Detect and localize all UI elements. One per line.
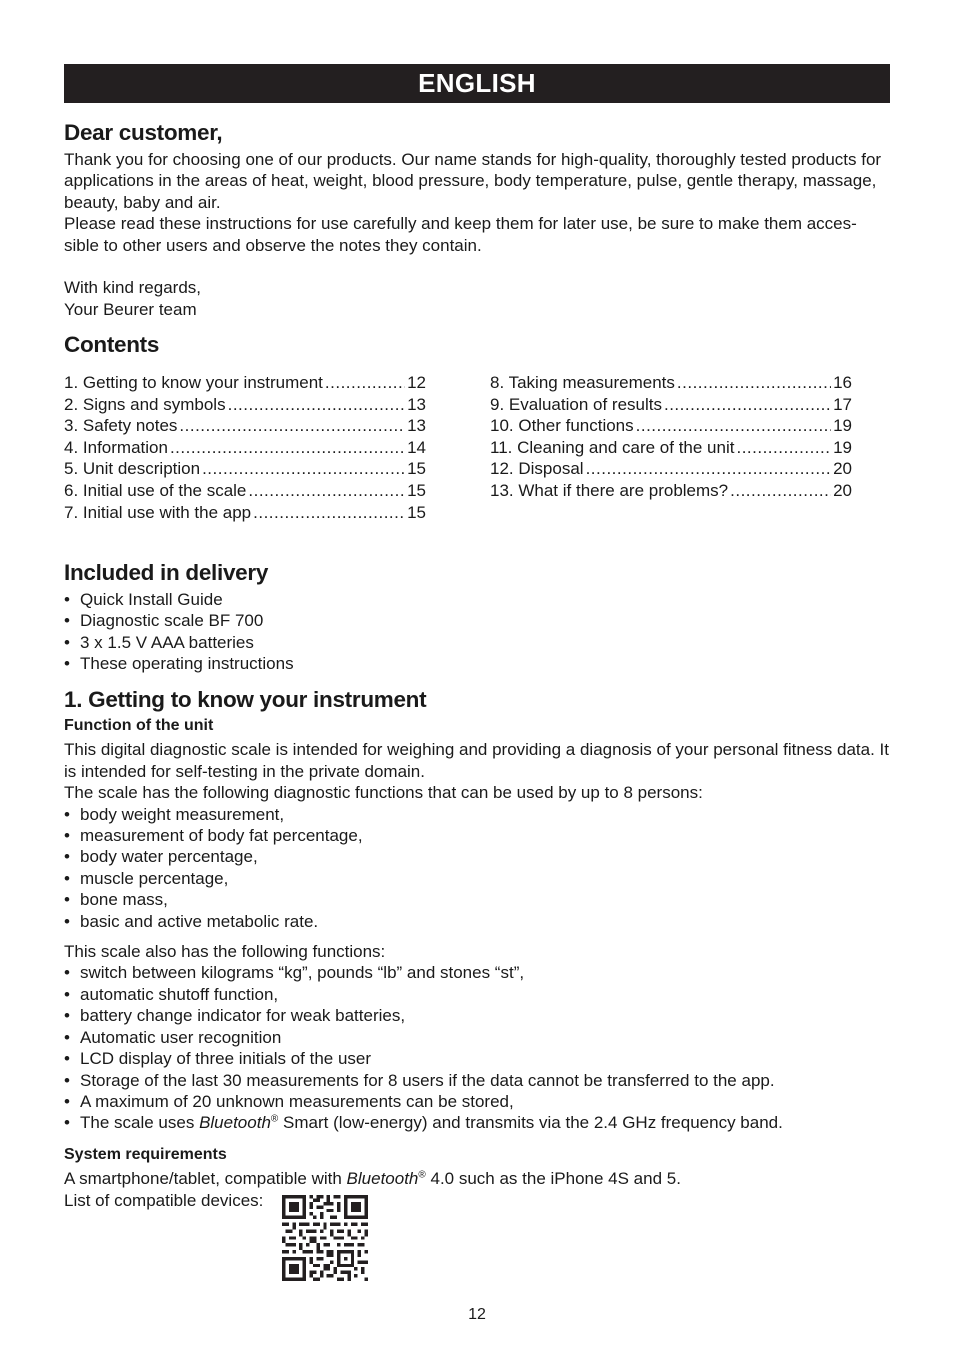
- list-item: • Storage of the last 30 measurements for 8 users if the data cannot be transferred to the app.: [64, 1070, 890, 1091]
- list-item: • basic and active metabolic rate.: [64, 911, 890, 932]
- toc-page-number: 16: [833, 373, 852, 392]
- delivery-list: [64, 589, 890, 675]
- toc-leader-dots: [730, 480, 831, 501]
- toc-row[interactable]: [490, 437, 852, 459]
- list-item: • switch between kilograms “kg”, pounds “lb” and stones “st”,: [64, 962, 890, 983]
- bluetooth-brand: Bluetooth: [199, 1113, 271, 1133]
- section-1-heading: 1. Getting to know your instrument: [64, 687, 427, 712]
- toc-row[interactable]: [64, 437, 426, 459]
- toc-title: 10. Other functions: [490, 416, 634, 436]
- intro-text: [64, 149, 890, 320]
- toc-row[interactable]: [490, 394, 852, 416]
- registered-mark: ®: [270, 1113, 279, 1125]
- toc-title: 5. Unit description: [64, 459, 201, 479]
- toc-title: 12. Disposal: [490, 459, 584, 479]
- toc-page-number: 15: [407, 502, 426, 522]
- list-item: • LCD display of three initials of the user: [64, 1048, 890, 1069]
- intro-heading: Dear customer,: [64, 120, 223, 145]
- toc-leader-dots: [736, 437, 831, 458]
- toc-row[interactable]: [490, 480, 852, 502]
- toc-title: 3. Safety notes: [64, 416, 178, 436]
- list-item: • bone mass,: [64, 889, 890, 910]
- toc-title: 2. Signs and symbols: [64, 394, 226, 414]
- toc-page-number: 20: [833, 459, 852, 479]
- diagnostic-functions-list: [64, 804, 890, 932]
- toc-title: 8. Taking measurements: [490, 373, 675, 392]
- compatible-devices-label: List of compatible devices:: [64, 1190, 264, 1210]
- toc-leader-dots: [202, 458, 405, 479]
- list-item: • These operating instructions: [64, 653, 890, 674]
- list-item: • 3 x 1.5 V AAA batteries: [64, 632, 890, 653]
- list-item: • battery change indicator for weak batteries,: [64, 1005, 890, 1026]
- other-functions-list: [64, 962, 890, 1133]
- toc-title: 9. Evaluation of results: [490, 394, 662, 414]
- toc-page-number: 15: [407, 459, 426, 479]
- toc-title: 7. Initial use with the app: [64, 502, 252, 522]
- list-item: • body weight measurement,: [64, 804, 890, 825]
- toc-page-number: 20: [833, 480, 852, 500]
- toc-title: 13. What if there are problems?: [490, 480, 729, 500]
- toc-leader-dots: [677, 372, 831, 393]
- list-item: • A maximum of 20 unknown measurements can be stored,: [64, 1091, 890, 1112]
- system-requirements-heading: System requirements: [64, 1145, 227, 1163]
- system-requirements-text: [64, 1168, 890, 1189]
- toc-row[interactable]: [64, 480, 426, 502]
- list-item-bluetooth: [64, 1112, 890, 1133]
- toc-title: 6. Initial use of the scale: [64, 480, 247, 500]
- toc-leader-dots: [325, 372, 405, 393]
- registered-mark: ®: [418, 1169, 426, 1181]
- list-item: • muscle percentage,: [64, 868, 890, 889]
- function-text-1: This digital diagnostic scale is intended for weighing and providing a diagnosis of your personal fitness data. It is intended for self-testing in the private domain.: [64, 740, 889, 781]
- toc-row[interactable]: [64, 372, 426, 394]
- toc-row[interactable]: [64, 415, 426, 437]
- function-heading: Function of the unit: [64, 717, 214, 734]
- bluetooth-text-before: The scale uses: [80, 1113, 200, 1133]
- toc-page-number: 12: [407, 373, 426, 392]
- toc-leader-dots: [179, 415, 405, 436]
- toc-row[interactable]: [64, 502, 426, 524]
- toc-page-number: 19: [833, 437, 852, 457]
- section-1-body: [64, 715, 890, 1211]
- contents-list-right: [490, 372, 852, 502]
- intro-closing: With kind regards,: [64, 278, 201, 298]
- toc-leader-dots: [636, 415, 831, 436]
- system-text-after: 4.0 such as the iPhone 4S and 5.: [425, 1169, 681, 1189]
- toc-row[interactable]: [490, 458, 852, 480]
- contents-heading: Contents: [64, 332, 160, 357]
- contents-list-left: [64, 372, 426, 523]
- list-item: • Automatic user recognition: [64, 1027, 890, 1048]
- language-header-bar: [64, 64, 890, 103]
- intro-signature: Your Beurer team: [64, 299, 197, 319]
- page-number: 12: [468, 1306, 486, 1323]
- toc-row[interactable]: [64, 458, 426, 480]
- list-item: • Quick Install Guide: [64, 589, 890, 610]
- list-item: • automatic shutoff function,: [64, 984, 890, 1005]
- toc-row[interactable]: [64, 394, 426, 416]
- list-item: • Diagnostic scale BF 700: [64, 610, 890, 631]
- toc-page-number: 15: [407, 480, 426, 500]
- toc-row[interactable]: [490, 415, 852, 437]
- intro-paragraph-1: Thank you for choosing one of our products. Our name stands for high-quality, thoroughly tested products for applications in the areas of heat, weight, blood pressure, body temperature, pulse, gentle therapy, massage, beauty, baby and air.: [64, 150, 882, 212]
- list-item: • measurement of body fat percentage,: [64, 825, 890, 846]
- toc-page-number: 17: [833, 394, 852, 414]
- toc-title: 1. Getting to know your instrument: [64, 373, 323, 392]
- delivery-heading: Included in delivery: [64, 560, 269, 585]
- toc-page-number: 13: [407, 394, 426, 414]
- toc-page-number: 19: [833, 416, 852, 436]
- bluetooth-brand: Bluetooth: [346, 1169, 419, 1189]
- toc-row[interactable]: [490, 372, 852, 394]
- also-functions-text: This scale also has the following functions:: [64, 942, 386, 962]
- toc-title: 11. Cleaning and care of the unit: [490, 437, 735, 457]
- toc-page-number: 14: [407, 437, 426, 457]
- toc-leader-dots: [170, 437, 405, 458]
- qr-code-icon[interactable]: [282, 1195, 368, 1281]
- toc-leader-dots: [586, 458, 832, 479]
- intro-paragraph-2: Please read these instructions for use carefully and keep them for later use, be sure to make them acces-sible to other users and observe the notes they contain.: [64, 214, 857, 255]
- system-text-before: A smartphone/tablet, compatible with: [64, 1169, 347, 1189]
- toc-leader-dots: [664, 394, 831, 415]
- toc-leader-dots: [248, 480, 405, 501]
- language-title: ENGLISH: [418, 68, 536, 98]
- toc-title: 4. Information: [64, 437, 168, 457]
- list-item: • body water percentage,: [64, 846, 890, 867]
- function-text-2: The scale has the following diagnostic functions that can be used by up to 8 persons:: [64, 783, 703, 803]
- toc-leader-dots: [253, 502, 405, 523]
- toc-leader-dots: [228, 394, 405, 415]
- toc-page-number: 13: [407, 416, 426, 436]
- bluetooth-text-after: Smart (low-energy) and transmits via the 2.4 GHz frequency band.: [278, 1113, 783, 1133]
